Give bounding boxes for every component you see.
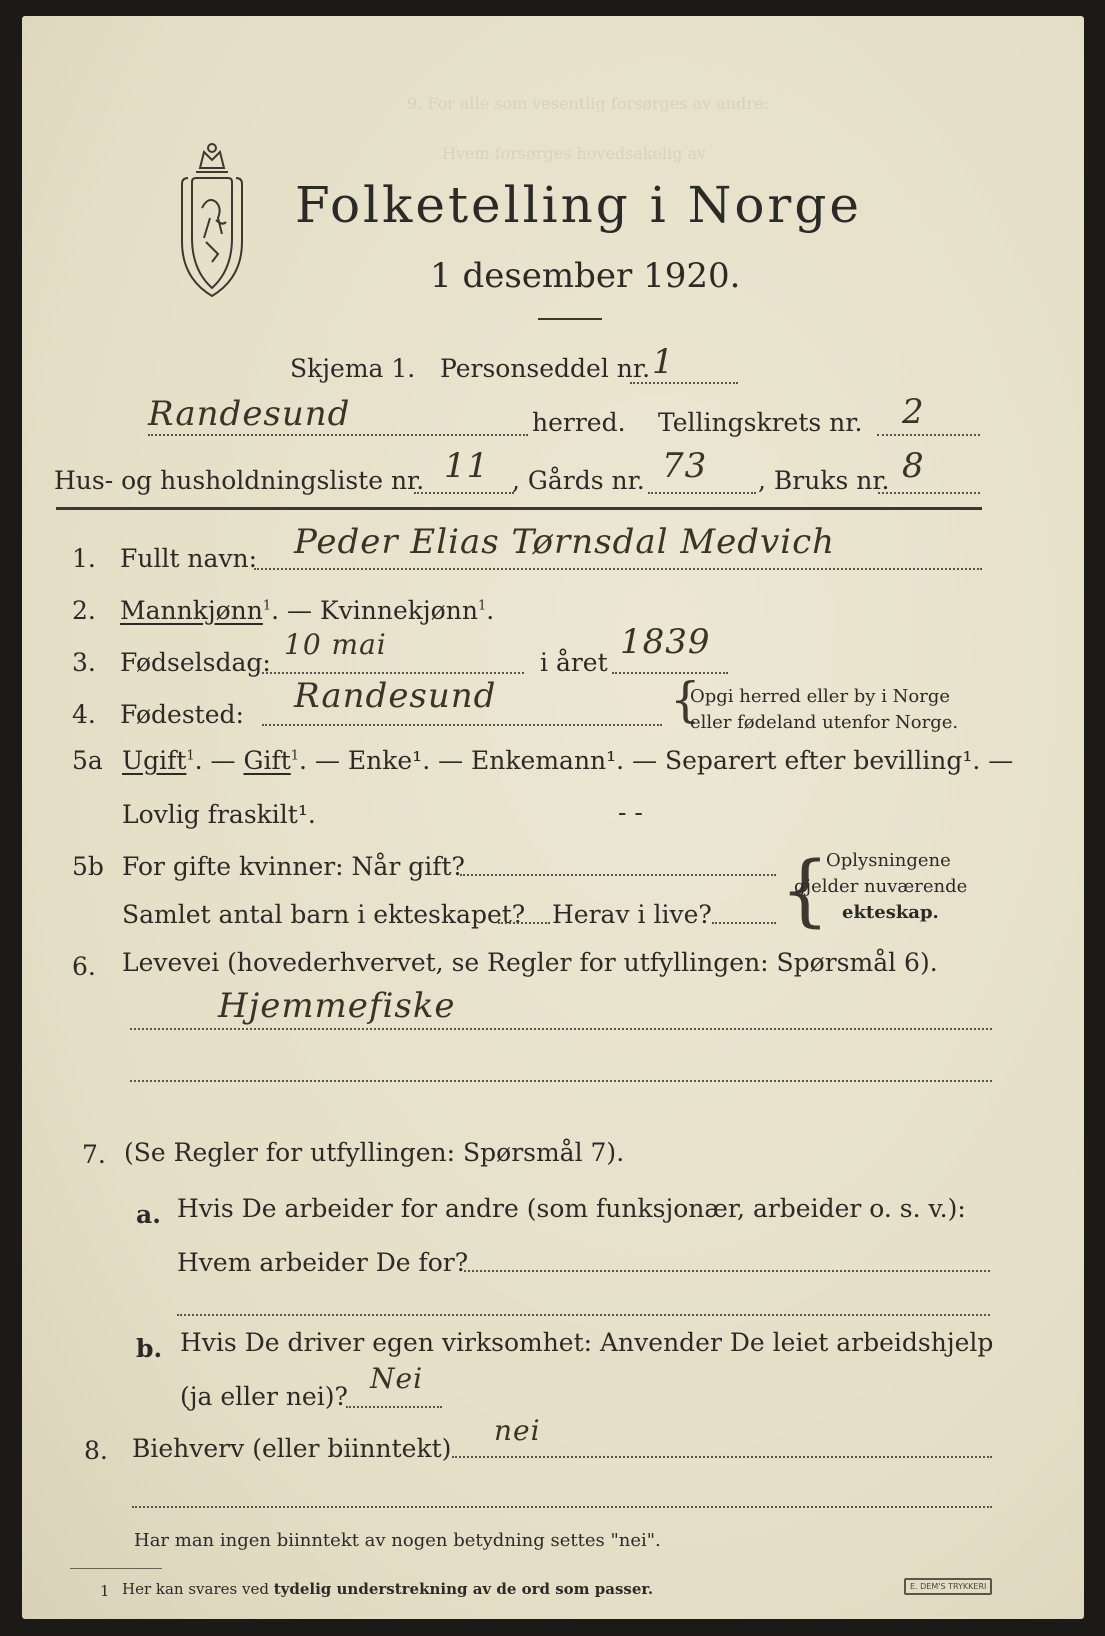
footnote-mark: 1 (100, 1582, 110, 1600)
male-option: Mannkjønn (120, 596, 263, 625)
q3-label: Fødselsdag: (120, 648, 271, 677)
q7b-line2: (ja eller nei)? (180, 1382, 348, 1411)
herred-label: herred. (532, 408, 626, 437)
personseddel-label: Personseddel nr. (440, 354, 651, 383)
form-date: 1 desember 1920. (430, 256, 741, 296)
q8-label: Biehverv (eller biinntekt) (132, 1434, 452, 1463)
bleed-through-text: 9. For alle som vesentlig forsørges av andre: (407, 94, 769, 113)
q5b-number: 5b (72, 852, 104, 881)
q5b-line1: For gifte kvinner: Når gift? (122, 852, 465, 881)
schema-label: Skjema 1. (290, 354, 416, 383)
bleed-through-text: Hvem forsørges hovedsakelig av (442, 144, 707, 163)
occupation-value: Hjemmefiske (218, 986, 456, 1026)
herred-value: Randesund (148, 394, 351, 434)
q8-number: 8. (84, 1436, 108, 1465)
birthday-value: 10 mai (284, 628, 387, 661)
birthplace-value: Randesund (294, 676, 497, 716)
birthplace-note-line2: eller fødeland utenfor Norge. (690, 712, 959, 733)
q4-number: 4. (72, 700, 96, 729)
year-label: i året (540, 648, 608, 677)
printer-stamp: E. DEM'S TRYKKERI (904, 1578, 992, 1595)
q7b-letter: b. (136, 1334, 163, 1363)
q7-label: (Se Regler for utfyllingen: Spørsmål 7). (124, 1138, 625, 1167)
husliste-label: Hus- og husholdningsliste nr. (54, 466, 425, 495)
birth-year-value: 1839 (620, 622, 711, 662)
q7b-line1: Hvis De driver egen virksomhet: Anvender De leiet arbeidshjelp (180, 1328, 994, 1357)
q1-label: Fullt navn: (120, 544, 258, 573)
q5a-mark: - - (618, 798, 643, 827)
norway-coat-of-arms-icon (170, 138, 254, 298)
full-name-value: Peder Elias Tørnsdal Medvich (294, 522, 836, 562)
q5b-note-line1: Oplysningene (826, 850, 951, 871)
q7a-letter: a. (136, 1200, 161, 1229)
birthplace-note-line1: Opgi herred eller by i Norge (690, 686, 951, 707)
q2-sex-options: Mannkjønn$^1$. — Kvinnekjønn$^1$. (120, 596, 495, 625)
q5a-marital-options: Ugift$^1$. — Gift$^1$. — Enke¹. — Enkemann¹. — Separert efter bevilling¹. — (122, 746, 1014, 775)
q3-number: 3. (72, 648, 96, 677)
ugift-option: Ugift (122, 746, 187, 775)
q1-number: 1. (72, 544, 96, 573)
bruks-label: , Bruks nr. (758, 466, 890, 495)
footnote-text: Her kan svares ved tydelig understrekning av de ord som passer. (122, 1580, 654, 1598)
q2-number: 2. (72, 596, 96, 625)
q7-number: 7. (82, 1140, 106, 1169)
q7a-line2: Hvem arbeider De for? (177, 1248, 469, 1277)
q5a-number: 5a (72, 746, 103, 775)
gards-label: , Gårds nr. (512, 466, 645, 495)
tellingskrets-label: Tellingskrets nr. (658, 408, 863, 437)
q5b-line2b: Herav i live? (552, 900, 712, 929)
tellingskrets-number: 2 (902, 392, 925, 432)
q5a-line2: Lovlig fraskilt¹. (122, 800, 316, 829)
q5b-note-line2: gjelder nuværende (794, 876, 968, 897)
personseddel-number: 1 (652, 342, 675, 382)
bruks-number: 8 (902, 446, 925, 486)
q5b-note-line3: ekteskap. (842, 902, 939, 923)
q6-label: Levevei (hovederhvervet, se Regler for utfyllingen: Spørsmål 6). (122, 948, 938, 977)
header-rule (56, 507, 982, 510)
q6-number: 6. (72, 952, 96, 981)
census-form-page: 9. For alle som vesentlig forsørges av andre: Hvem forsørges hovedsakelig av Folketelling i Norge 1 desember 1920. Skjema 1. Personseddel nr. 1 Randesund herred. Tellingskrets nr. 2 Hus- og husholdningsliste nr. 11 , Gårds nr. 73 , Bruks nr. 8 1. Fullt navn: Peder Elias Tørnsdal Medvich 2. Mannkjønn$^1$. — Kvinnekjønn$^1$. 3. Fødselsdag: 10 mai i året 1839 4. Fødested: Randesund { Opgi herred eller by i Norge eller fødeland utenfor Norge. 5a Ugift$^1$. — Gift$^1$. — Enke¹. — Enkemann¹. — Separert efter bevilling¹. — Lovlig fraskilt¹. - - 5b For gifte kvinner: Når gift? Samlet antal barn i ekteskapet? Herav i live? { Oplysningene gjelder nuværende ekteskap. 6. Levevei (hovederhvervet, se Regler for utfyllingen: Spørsmål 6). Hjemmefiske 7. (Se Regler for utfyllingen: Spørsmål 7). a. Hvis De arbeider for andre (som funksjonær, arbeider o. s. v.): Hvem arbeider De for? b. Hvis De driver egen virksomhet: Anvender De leiet arbeidshjelp (ja eller nei)? Nei 8. Biehverv (eller biinntekt) nei Har man ingen biinntekt av nogen betydning settes "nei". 1 Her kan svares ved tydelig understrekning av de ord som passer. E. DEM'S TRYKKERI (22, 16, 1084, 1619)
title-divider (538, 318, 602, 320)
female-option: Kvinnekjønn (319, 596, 478, 625)
q8-note: Har man ingen biinntekt av nogen betydning settes "nei". (134, 1530, 661, 1551)
q7a-line1: Hvis De arbeider for andre (som funksjonær, arbeider o. s. v.): (177, 1194, 966, 1223)
gift-option: Gift (243, 746, 291, 775)
hired-help-value: Nei (370, 1362, 424, 1395)
side-income-value: nei (494, 1414, 541, 1447)
gards-number: 73 (662, 446, 708, 486)
q5b-line2a: Samlet antal barn i ekteskapet? (122, 900, 526, 929)
q4-label: Fødested: (120, 700, 244, 729)
husliste-number: 11 (444, 446, 490, 486)
form-title: Folketelling i Norge (295, 176, 862, 234)
